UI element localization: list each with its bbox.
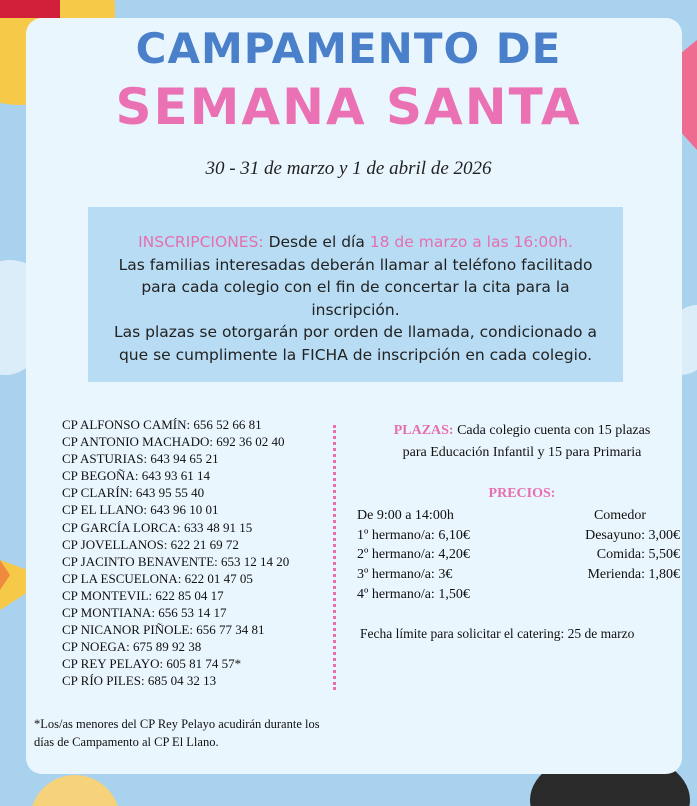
- school-item: CP NOEGA: 675 89 92 38: [62, 639, 202, 655]
- precios-comedor: [540, 506, 680, 585]
- school-item: CP NICANOR PIÑOLE: 656 77 34 81: [62, 622, 265, 638]
- school-item: CP ALFONSO CAMÍN: 656 52 66 81: [62, 417, 262, 432]
- title-line1: CAMPAMENTO DE: [135, 24, 562, 73]
- school-item: CP JACINTO BENAVENTE: 653 12 14 20: [62, 553, 290, 569]
- horario-heading: De 9:00 a 14:00h: [357, 508, 454, 523]
- inscripciones-date: 18 de marzo a las 16:00h.: [369, 233, 573, 251]
- plazas-line2: para Educación Infantil y 15 para Primaria: [402, 445, 642, 460]
- event-dates: 30 - 31 de marzo y 1 de abril de 2026: [205, 158, 492, 179]
- horario-price: 3º hermano/a: 3€: [357, 567, 453, 583]
- school-item: CP MONTEVIL: 622 85 04 17: [62, 587, 224, 603]
- precios-heading: PRECIOS:: [488, 486, 556, 501]
- inscripciones-label: INSCRIPCIONES:: [138, 233, 264, 251]
- horario-price: 1º hermano/a: 6,10€: [357, 527, 470, 543]
- catering-deadline: Fecha límite para solicitar el catering: 25 de marzo: [360, 626, 635, 641]
- footnote-line2: días de Campamento al CP El Llano.: [34, 735, 219, 749]
- school-item: CP EL LLANO: 643 96 10 01: [62, 502, 219, 518]
- school-item: CP MONTIANA: 656 53 14 17: [62, 605, 227, 621]
- school-item: CP GARCÍA LORCA: 633 48 91 15: [62, 519, 253, 535]
- school-list: [62, 416, 342, 690]
- plazas-section: [362, 420, 682, 464]
- inscripciones-line3: para cada colegio con el fin de concertar la cita para la: [141, 278, 570, 296]
- horario-price: 2º hermano/a: 4,20€: [357, 547, 470, 563]
- comedor-price: Desayuno: 3,00€: [585, 527, 680, 543]
- plazas-line1: [362, 420, 682, 442]
- plazas-text: Cada colegio cuenta con 15 plazas: [453, 423, 651, 438]
- comedor-price: Merienda: 1,80€: [587, 567, 680, 583]
- inscripciones-line1: [88, 231, 623, 254]
- school-item: CP BEGOÑA: 643 93 61 14: [62, 468, 210, 484]
- inscripciones-text: Desde el día: [263, 233, 370, 251]
- precios-horario: [357, 506, 470, 605]
- inscripciones-line6: que se cumplimente la FICHA de inscripción en cada colegio.: [118, 345, 593, 364]
- school-item: CP LA ESCUELONA: 622 01 47 05: [62, 570, 253, 586]
- school-item: CP ANTONIO MACHADO: 692 36 02 40: [62, 434, 285, 450]
- school-item: CP ASTURIAS: 643 94 65 21: [62, 451, 219, 467]
- school-item: CP CLARÍN: 643 95 55 40: [62, 485, 205, 501]
- dotted-divider: [333, 425, 336, 690]
- school-item: CP RÍO PILES: 685 04 32 13: [62, 673, 217, 689]
- school-item: CP REY PELAYO: 605 81 74 57*: [62, 656, 242, 672]
- plazas-label: PLAZAS:: [393, 423, 454, 438]
- footnote-line1: *Los/as menores del CP Rey Pelayo acudirán durante los: [34, 717, 320, 731]
- comedor-heading: Comedor: [593, 508, 647, 523]
- footnote: [34, 715, 364, 751]
- red-corner: [0, 0, 60, 18]
- inscripciones-box: [88, 207, 623, 382]
- school-item: CP JOVELLANOS: 622 21 69 72: [62, 536, 239, 552]
- title-line2: SEMANA SANTA: [115, 78, 582, 136]
- inscripciones-line4: inscripción.: [311, 300, 400, 319]
- comedor-price: Comida: 5,50€: [596, 547, 680, 563]
- horario-price: 4º hermano/a: 1,50€: [357, 586, 470, 602]
- inscripciones-line5: Las plazas se otorgarán por orden de llamada, condicionado a: [114, 323, 597, 341]
- inscripciones-line2: Las familias interesadas deberán llamar al teléfono facilitado: [118, 255, 593, 274]
